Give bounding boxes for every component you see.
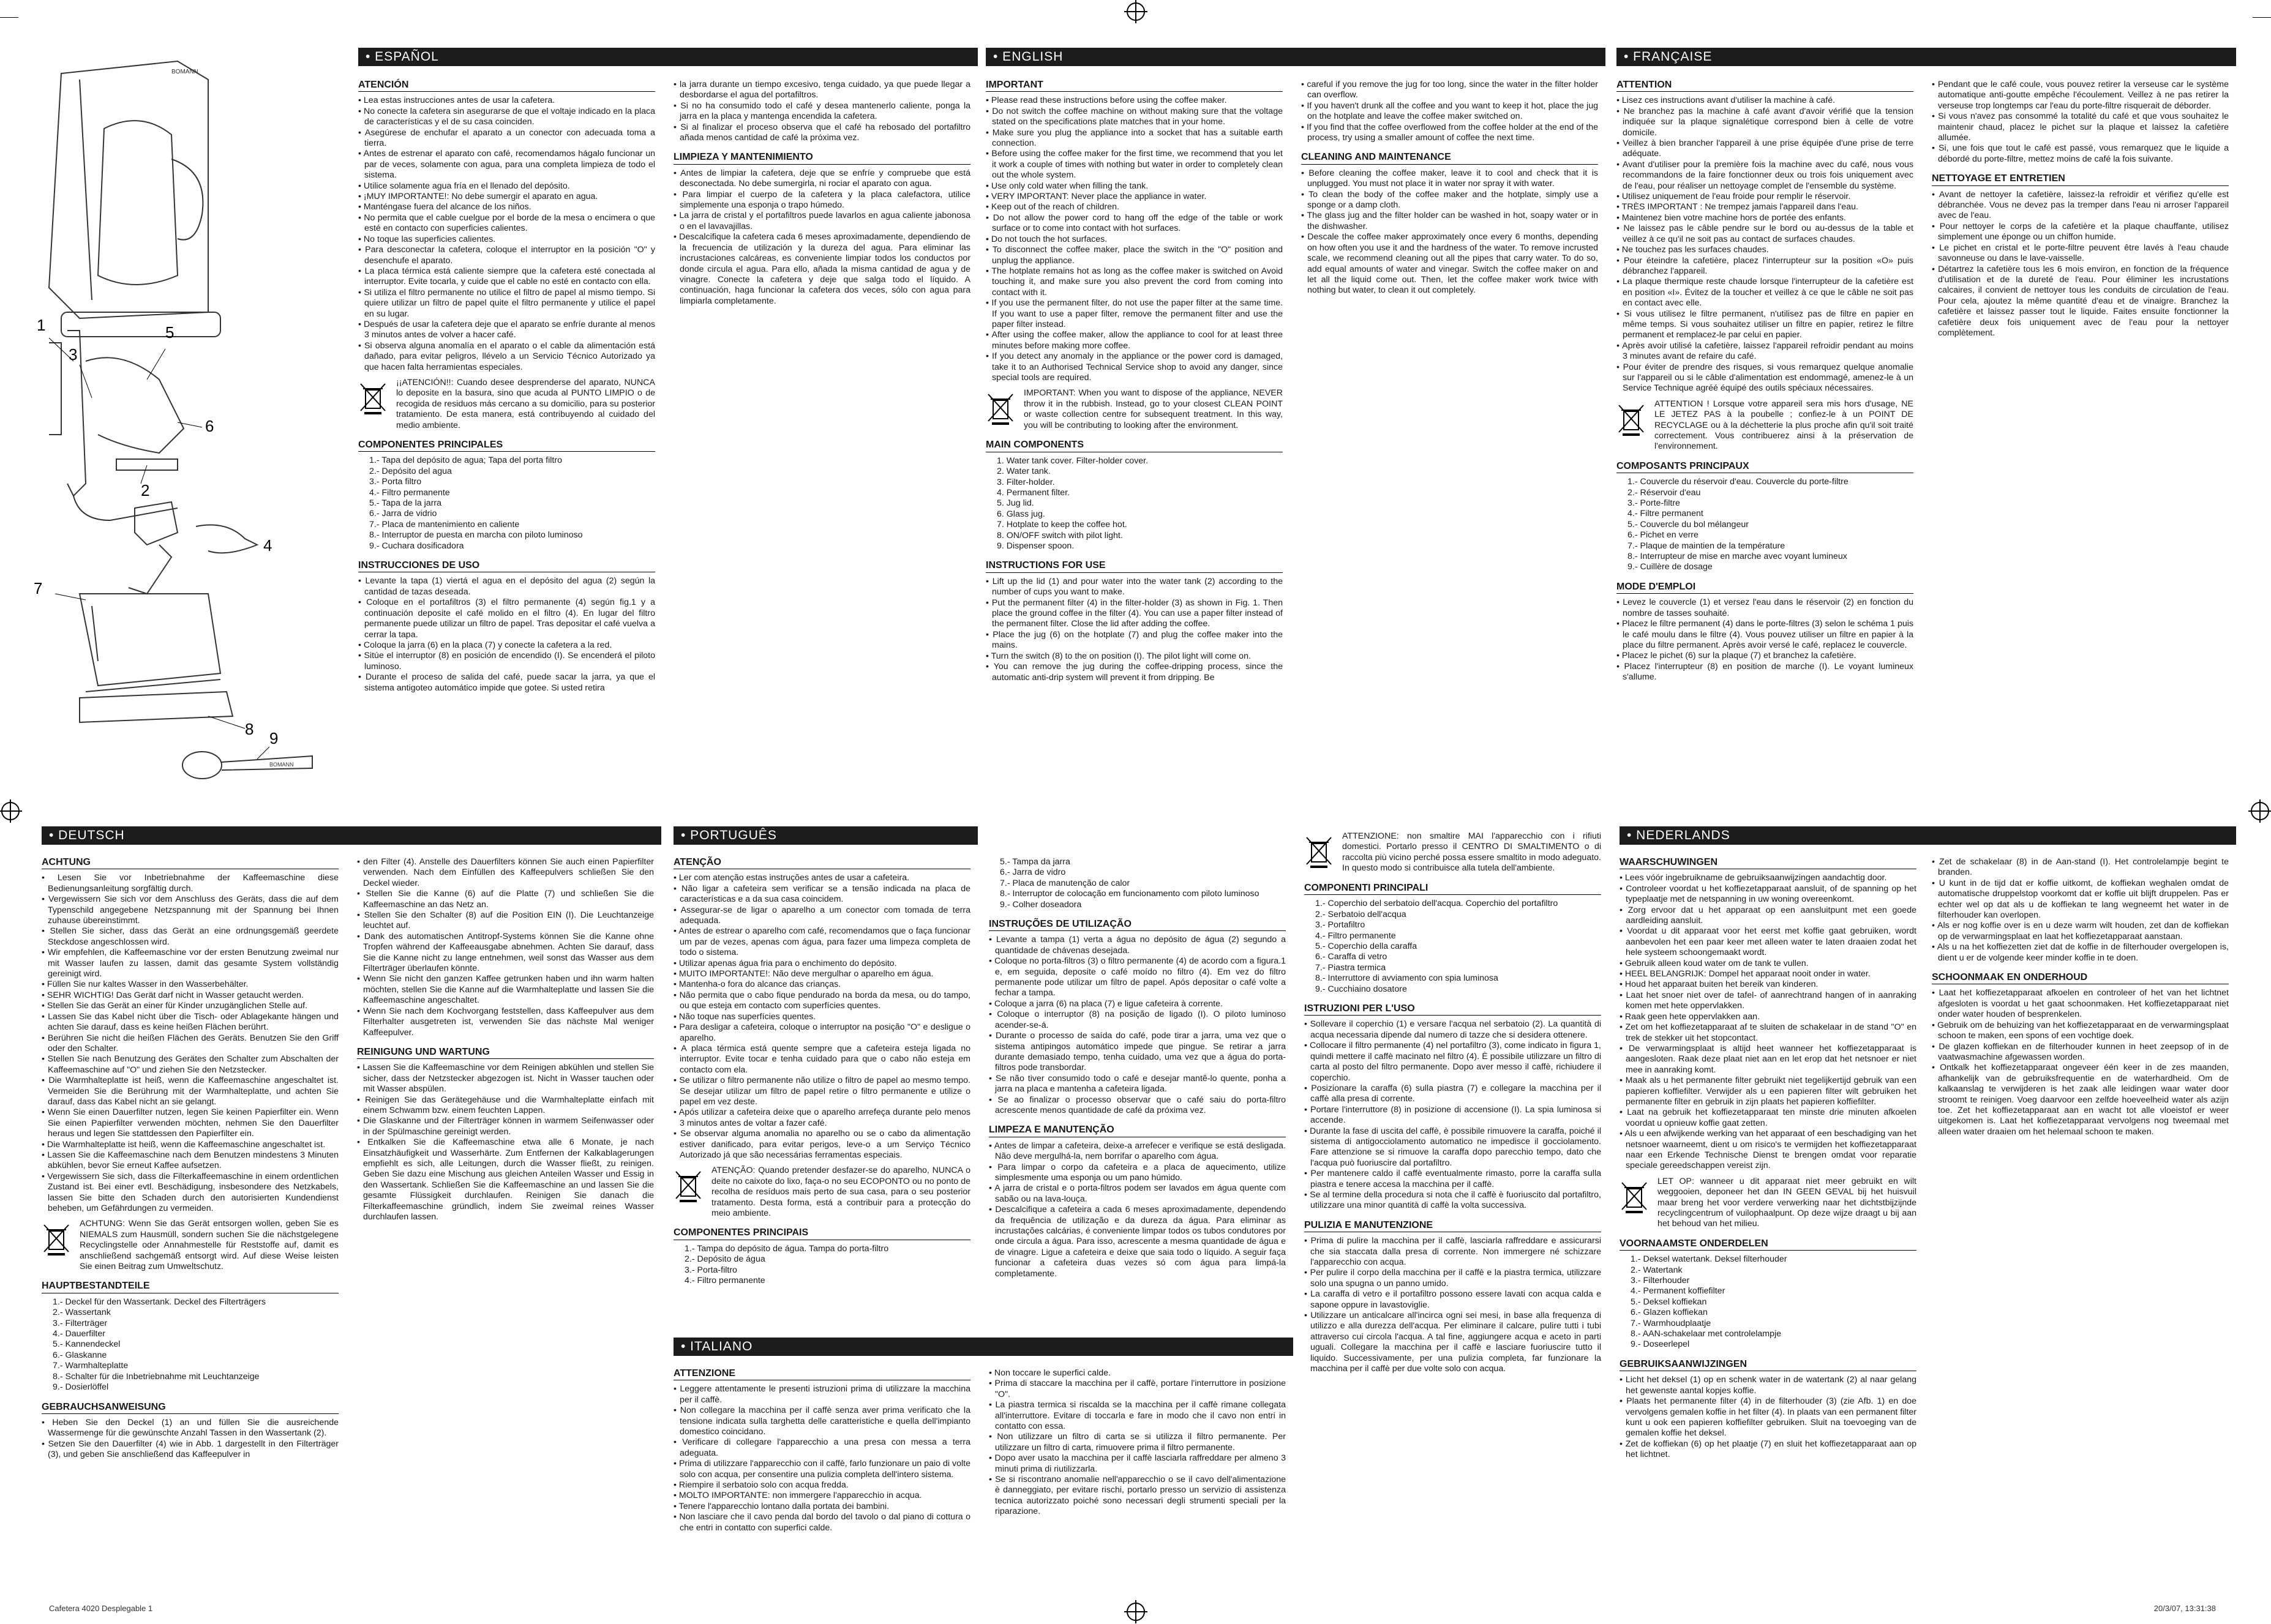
it-usage-heading: ISTRUZIONI PER L'USO — [1304, 1003, 1601, 1016]
es-attention-list: • Lea estas instrucciones antes de usar la cafetera. • No conecte la cafetera sin asegurarse de que el voltaje indicado en la placa de características y el de su casa coinciden. • Asegúrese de enchufar el aparato a un conector con adecuada toma a tierra. • Antes de estrenar el aparato con café, recomendamos hágalo funcionar un par de veces, solamente con agua, para una completa limpieza de todo el sistema. • Utilice solamente agua fría en el llenado del depósito. • ¡MUY IMPORTANTE!: No debe sumergir el aparato en agua. • Manténgase fuera del alcance de los niños. • No permita que el cable cuelgue por el borde de la mesa o encimera o que esté en contacto con superficies calientes. • No toque las superficies calientes. • Para desconectar la cafetera, coloque el interruptor en la posición "O" y desenchufe el aparato. • La placa térmica está caliente siempre que la cafetera esté conectada al interruptor. Evite tocarla, y cuide que el cable no esté en contacto con ella. • Si utiliza el filtro permanente no utilice el filtro de papel al mismo tiempo. Si quiere utilizar un filtro de papel quite el filtro permanente y utilice el papel en su lugar. • Después de usar la cafetera deje que el aparato se enfríe durante al menos 3 minutos antes de volver a hacer café. • Si observa alguna anomalía en el aparato o el cable da alimentación está dañado, para evitar peligros, llévelo a un Servicio Técnico Autorizado ya que hacen falta herramientas especiales. — [358, 95, 655, 373]
svg-text:BOMANN: BOMANN — [269, 761, 294, 768]
coffee-maker-diagram — [24, 55, 331, 808]
de-attention-heading: ACHTUNG — [42, 857, 339, 869]
svg-text:2: 2 — [141, 481, 150, 500]
crossed-bin-icon — [1616, 403, 1646, 436]
nl-warnings-list: • Lees vóór ingebruikname de gebruiksaanwijzingen aandachtig door. • Controleer voordat u het koffiezetapparaat aansluit, of de spanning op het typeplaatje met de netspanning in uw woning overeenkomt. • Zorg ervoor dat u het apparaat op een aansluitpunt met een goede aardleiding aansluit. • Voordat u dit apparaat voor het eerst met koffie gaat gebruiken, wordt aanbevolen het een paar keer met alleen water te laten draaien zodat het hele systeem schoongemaakt wordt. • Gebruik alleen koud water om de tank te vullen. • HEEL BELANGRIJK: Dompel het apparaat nooit onder in water. • Houd het apparaat buiten het bereik van kinderen. • Laat het snoer niet over de tafel- of aanrechtrand hangen of in aanraking komen met hete oppervlakken. • Raak geen hete oppervlakken aan. • Zet om het koffiezetapparaat af te sluiten de schakelaar in de stand "O" en trek de stekker uit het stopcontact. • De verwarmingsplaat is altijd heet wanneer het koffiezetapparaat is aangesloten. Raak deze plaat niet aan en let erop dat het netsnoer er niet mee in aanraking komt. • Maak als u het permanente filter gebruikt niet tegelijkertijd gebruik van een papieren koffiefilter. Verwijder als u een papieren filter wilt gebruiken het permanente filter en gebruik in zijn plaats het papieren koffiefilter. • Laat na gebruik het koffiezetapparaat ten minste drie minuten afkoelen voordat u opnieuw koffie gaat zetten. • Als u een afwijkende werking van het apparaat of een beschadiging van het netsnoer waarneemt, dient u om risico's te vermijden het koffiezetapparaat naar een Erkende Technische Dienst te brengen omdat voor reparatie speciale gereedschappen vereist zijn. — [1620, 873, 1916, 1171]
de-cleaning-list: • Lassen Sie die Kaffeemaschine vor dem Reinigen abkühlen und stellen Sie sicher, dass der Netzstecker abgezogen ist. Nicht in Wasser tauchen oder mit Wasser abspülen. • Reinigen Sie das Gerätegehäuse und die Warmhalteplatte einfach mit einem Schwamm bzw. einem feuchten Lappen. • Die Glaskanne und der Filterträger können in warmem Seifenwasser oder in der Spülmaschine gereinigt werden. • Entkalken Sie die Kaffeemaschine etwa alle 6 Monate, je nach Einsatzhäufigkeit und Wasserhärte. Zum Entfernen der Kalkablagerungen empfiehlt es sich, alle Leitungen, durch die Wasser fließt, zu reinigen. Geben Sie dazu eine Mischung aus gleichen Anteilen Wasser und Essig in den Wassertank. Schließen Sie die Kaffeemaschine an und lassen Sie die gesamte Flüssigkeit durchlaufen. Reinigen Sie danach die Filterkaffeemaschine gründlich, indem Sie zweimal reines Wasser durchlaufen lassen. — [357, 1063, 654, 1222]
svg-text:1: 1 — [37, 316, 46, 334]
print-slug-right: 20/3/07, 13:31:38 — [2153, 1604, 2216, 1613]
nl-usage-heading: GEBRUIKSAANWIJZINGEN — [1620, 1359, 1916, 1371]
crossed-bin-icon — [42, 1222, 71, 1255]
fr-cleaning-heading: NETTOYAGE ET ENTRETIEN — [1932, 173, 2229, 185]
pt-attention-list: • Ler com atenção estas instruções antes de usar a cafeteira. • Não ligar a cafeteira sem verificar se a tensão indicada na placa de características e a da sua casa coincidem. • Assegurar-se de ligar o aparelho a um conector com tomada de terra adequada. • Antes de estrear o aparelho com café, recomendamos que o faça funcionar um par de vezes, apenas com água, para fazer uma limpeza completa de todo o sistema. • Utilizar apenas água fria para o enchimento do depósito. • MUITO IMPORTANTE!: Não deve mergulhar o aparelho em água. • Mantenha-o fora do alcance das crianças. • Não permita que o cabo fique pendurado na borda da mesa, ou do tampo, ou que esteja em contacto com superfícies quentes. • Não toque nas superfícies quentes. • Para desligar a cafeteira, coloque o interruptor na posição "O" e desligue o aparelho. • A placa térmica está quente sempre que a cafeteira esteja ligada no interruptor. Evite tocar e tenha cuidado para que o cabo não esteja em contacto com ela. • Se utilizar o filtro permanente não utilize o filtro de papel ao mesmo tempo. Se desejar utilizar um filtro de papel retire o filtro permanente e utilize o papel em vez deste. • Após utilizar a cafeteira deixe que o aparelho arrefeça durante pelo menos 3 minutos antes de voltar a fazer café. • Se observar alguma anomalia no aparelho ou se o cabo da alimentação estiver danificado, para evitar perigos, leve-o a um Serviço Técnico Autorizado já que são necessárias ferramentas especiais. — [674, 873, 970, 1161]
de-attention-list: • Lesen Sie vor Inbetriebnahme der Kaffeemaschine diese Bedienungsanleitung sorgfältig durch. • Vergewissern Sie sich vor dem Anschluss des Geräts, dass die auf dem Typenschild angegebene Netzspannung mit der Spannung bei Ihnen zuhause übereinstimmt. • Stellen Sie sicher, dass das Gerät an eine ordnungsgemäß geerdete Steckdose angeschlossen wird. • Wir empfehlen, die Kaffeemaschine vor der ersten Benutzung zweimal nur mit Wasser laufen zu lassen, damit das gesamte System vollständig gereinigt wird. • Füllen Sie nur kaltes Wasser in den Wasserbehälter. • SEHR WICHTIG! Das Gerät darf nicht in Wasser getaucht werden. • Stellen Sie das Gerät an einer für Kinder unzugänglichen Stelle auf. • Lassen Sie das Kabel nicht über die Tisch- oder Ablagekante hängen und achten Sie darauf, dass es keine heißen Flächen berührt. • Berühren Sie nicht die heißen Flächen des Geräts. Benutzen Sie den Griff oder den Schalter. • Stellen Sie nach Benutzung des Gerätes den Schalter zum Abschalten der Kaffeemaschine auf "O" und ziehen Sie den Netzstecker. • Die Warmhalteplatte ist heiß, wenn die Kaffeemaschine angeschaltet ist. Vermeiden Sie die Berührung mit der Warmhalteplatte, und achten Sie darauf, dass das Kabel nicht an sie gelangt. • Wenn Sie einen Dauerfilter nutzen, legen Sie keinen Papierfilter ein. Wenn Sie einen Papierfilter verwenden möchten, nehmen Sie den Dauerfilter heraus und legen Sie stattdessen den Papierfilter ein. • Die Warmhalteplatte ist heiß, wenn die Kaffeemaschine angeschaltet ist. • Lassen Sie die Kaffeemaschine nach dem Benutzen mindestens 3 Minuten abkühlen, bevor Sie erneut Kaffee aufsetzen. • Vergewissern Sie sich, dass die Filterkaffeemaschine in einem ordentlichen Zustand ist. Bei einer evtl. Beschädigung, insbesondere des Netzkabels, lassen Sie bitte den Schaden durch den autorisierten Kundendienst beheben, um Gefährdungen zu vermeiden. — [42, 873, 339, 1214]
fr-usage-list: • Levez le couvercle (1) et versez l'eau dans le réservoir (2) en fonction du nombre de tasses souhaité. • Placez le filtre permanent (4) dans le porte-filtres (3) selon le schéma 1 puis le café moulu dans le filtre (4). Vous pouvez utiliser un filtre en papier à la place du filtre permanent. Après avoir versé le café, replacez le couvercle. • Placez le pichet (6) sur la plaque (7) et branchez la cafetière. • Placez l'interrupteur (8) en position de marche (I). Le voyant lumineux s'allume. — [1616, 597, 1913, 683]
it-components-heading: COMPONENTI PRINCIPALI — [1304, 883, 1601, 895]
de-cleaning-heading: REINIGUNG UND WARTUNG — [357, 1047, 654, 1059]
fr-recycle-warning: ATTENTION ! Lorsque votre appareil sera mis hors d'usage, NE LE JETEZ PAS à la poubelle ; confiez-le à un POINT DE RECYCLAGE ou à la déchetterie la plus proche afin qu'il soit traité correctement. Vous contribuerez ainsi à la préservation de l'environnement. — [1616, 399, 1913, 452]
registration-mark — [1127, 1603, 1145, 1621]
nl-recycle-warning: LET OP: wanneer u dit apparaat niet meer gebruikt en wilt weggooien, deponeer het dan IN GEEN GEVAL bij het huisvuil maar breng het voor verdere verwerking naar het dichtstbijzijnde recyclingcentrum of vuilophaalpunt. Op deze wijze draagt u bij aan het behoud van het milieu. — [1620, 1177, 1916, 1230]
it-attention-heading: ATTENZIONE — [674, 1368, 970, 1380]
es-attention-heading: ATENCIÓN — [358, 80, 655, 92]
svg-text:6: 6 — [205, 417, 214, 435]
it-recycle-warning: ATTENZIONE: non smaltire MAI l'apparecchio con i rifiuti domestici. Portarlo presso il CENTRO DI SMALTIMENTO o di raccolta più vicino perché possa essere smaltito in modo adeguato. In questo modo si contribuisce alla tutela dell'ambiente. — [1304, 831, 1601, 874]
es-usage-heading: INSTRUCCIONES DE USO — [358, 560, 655, 572]
fr-usage-continued: • Pendant que le café coule, vous pouvez retirer la verseuse car le système automatique anti-goutte empêche l'écoulement. Veillez à ne pas retirer la verseuse trop longtemps car l'eau du porte-filtre risquerait de déborder. • Si vous n'avez pas consommé la totalité du café et que vous souhaitez le maintenir chaud, placez le pichet sur la plaque et laissez la cafetière allumée. • Si, une fois que tout le café est passé, vous remarquez que le liquide a débordé du porte-filtre, mettez moins de café la fois suivante. — [1932, 80, 2229, 165]
nl-cleaning-heading: SCHOONMAAK EN ONDERHOUD — [1932, 972, 2229, 984]
en-cleaning-heading: CLEANING AND MAINTENANCE — [1301, 152, 1598, 164]
section-band-it: • ITALIANO — [674, 1338, 1293, 1356]
fr-components-list: 1.- Couvercle du réservoir d'eau. Couvercle du porte-filtre 2.- Réservoir d'eau 3.- Porte-filtre 4.- Filtre permanent 5.- Couvercle du bol mélangeur 6.- Pichet en verre 7.- Plaque de maintien de la température 8.- Interrupteur de mise en marche avec voyant lumineux 9.- Cuillère de dosage — [1627, 477, 1849, 572]
pt-usage-list: • Levante a tampa (1) verta a água no depósito de água (2) segundo a quantidade de chávenas desejada. • Coloque no porta-filtros (3) o filtro permanente (4) de acordo com a figura.1 e, em seguida, deposite o café moído no filtro (4). Em vez do filtro permanente pode utilizar um filtro de papel. Após depositar o café volte a fechar a tampa. • Coloque a jarra (6) na placa (7) e ligue cafeteira à corrente. • Coloque o interruptor (8) na posição de ligado (I). O piloto luminoso acender-se-á. • Durante o processo de saída do café, pode tirar a jarra, uma vez que o sistema antipingos automático impede que pingue. Se retirar a jarra durante demasiado tempo, tenha cuidado, uma vez que a água do porta-filtros pode transbordar. • Se não tiver consumido todo o café e desejar mantê-lo quente, ponha a jarra na placa e mantenha a cafeteira ligada. • Se ao finalizar o processo observar que o café saiu do porta-filtro acrescente menos quantidade de café da próxima vez. — [989, 935, 1286, 1116]
de-usage-list: • Heben Sie den Deckel (1) an und füllen Sie die ausreichende Wassermenge für die gewünschte Anzahl Tassen in den Wassertank (2). • Setzen Sie den Dauerfilter (4) wie in Abb. 1 dargestellt in den Filterträger (3), und geben Sie anschließend das Kaffeepulver in — [42, 1418, 339, 1461]
nl-usage-continued: • Zet de schakelaar (8) in de Aan-stand (I). Het controlelampje begint te branden. • U kunt in de tijd dat er koffie uitkomt, de koffiekan weghalen omdat de automatische druppelstop voorkomt dat er koffie uit blijft druppelen. Pas er echter wel op dat als u de koffiekan te lang wegneemt het water in de filterhouder kan overlopen. • Als er nog koffie over is en u deze warm wilt houden, zet dan de koffiekan op de verwarmingsplaat en laat het koffiezetapparaat aanstaan. • Als u na het koffiezetten ziet dat de koffie in de filterhouder overgelopen is, dient u er de volgende keer minder koffie in te doen. — [1932, 857, 2229, 964]
de-column-1 — [42, 857, 339, 1461]
crop-mark — [0, 17, 18, 18]
it-column-2 — [989, 1368, 1286, 1517]
svg-text:4: 4 — [263, 536, 272, 555]
registration-mark — [1, 802, 20, 820]
es-components-heading: COMPONENTES PRINCIPALES — [358, 440, 655, 452]
es-column-1 — [358, 80, 655, 694]
pt-cleaning-heading: LIMPEZA E MANUTENÇÃO — [989, 1124, 1286, 1137]
es-column-2 — [674, 80, 970, 307]
nl-column-1 — [1620, 857, 1916, 1461]
it-column-1 — [674, 1368, 970, 1533]
it-components-list: 1.- Coperchio del serbatoio dell'acqua. Coperchio del portafiltro 2.- Serbatoio dell'acqua 3.- Portafiltro 4.- Filtro permanente 5.- Coperchio della caraffa 6.- Caraffa di vetro 7.- Piastra termica 8.- Interruttore di avviamento con spia luminosa 9.- Cucchiaino dosatore — [1315, 899, 1558, 994]
en-column-2 — [1301, 80, 1598, 296]
es-recycle-warning: ¡¡ATENCIÓN!!: Cuando desee desprenderse del aparato, NUNCA lo deposite en la basura, sino que acuda al PUNTO LIMPIO o de recogida de residuos más cercano a su domicilio, para su posterior tratamiento. De esta manera, está contribuyendo al cuidado del medio ambiente. — [358, 378, 655, 431]
de-recycle-warning: ACHTUNG: Wenn Sie das Gerät entsorgen wollen, geben Sie es NIEMALS zum Hausmüll, sondern suchen Sie die nächstgelegene Recyclingstelle oder Annahmestelle für Reststoffe auf, damit es anschließend sachgemäß entsorgt wird. Auf diese Weise leisten Sie einen Beitrag zum Umweltschutz. — [42, 1219, 339, 1272]
pt-components-list: 1.- Tampa do depósito de água. Tampa do porta-filtro 2.- Depósito de água 3.- Porta-filtro 4.- Filtro permanente — [685, 1243, 889, 1286]
es-usage-continued: • la jarra durante un tiempo excesivo, tenga cuidado, ya que puede llegar a desbordarse el agua del portafiltros. • Si no ha consumido todo el café y desea mantenerlo caliente, ponga la jarra en la placa y mantenga encendida la cafetera. • Si al finalizar el proceso observa que el café ha rebosado del portafiltro añada menos cantidad de café la próxima vez. — [674, 80, 970, 143]
es-components-list: 1.- Tapa del depósito de agua; Tapa del porta filtro 2.- Depósito del agua 3.- Porta filtro 4.- Filtro permanente 5.- Tapa de la jarra 6.- Jarra de vidrio 7.- Placa de mantenimiento en caliente 8.- Interruptor de puesta en marcha con piloto luminoso 9.- Cuchara dosificadora — [369, 455, 583, 551]
nl-warnings-heading: WAARSCHUWINGEN — [1620, 857, 1916, 869]
section-band-nl: • NEDERLANDS — [1620, 826, 2236, 845]
en-components-heading: MAIN COMPONENTS — [986, 440, 1283, 452]
en-cleaning-list: • Before cleaning the coffee maker, leave it to cool and check that it is unplugged. You must not place it in water nor spray it with water. • To clean the body of the coffee maker and the hotplate, simply use a sponge or a damp cloth. • The glass jug and the filter holder can be washed in hot, soapy water or in the dishwasher. • Descale the coffee maker approximately once every 6 months, depending on how often you use it and the hardness of the water. To remove incrusted scale, we recommend cleaning out all the pipes that carry water. To do so, add equal amounts of water and vinegar. Switch the coffee maker on and let all the liquid come out. Then, let the coffee maker work twice with nothing but water, to clean it out completely. — [1301, 168, 1598, 296]
en-important-heading: IMPORTANT — [986, 80, 1283, 92]
registration-mark — [2251, 802, 2269, 820]
es-cleaning-list: • Antes de limpiar la cafetera, deje que se enfríe y compruebe que está desconectada. No debe sumergirla, ni rociar el aparato con agua. • Para limpiar el cuerpo de la cafetera y la placa calefactora, utilice simplemente una esponja o trapo húmedo. • La jarra de cristal y el portafiltros puede lavarlos en agua caliente jabonosa o en el lavavajillas. • Descalcifique la cafetera cada 6 meses aproximadamente, dependiendo de la frecuencia de utilización y la dureza del agua. Para eliminar las incrustaciones calcáreas, es conveniente limpiar todos los conductos por donde circula el agua. Para ello, añada la misma cantidad de agua y de vinagre. Conecte la cafetera y deje que salga todo el líquido. A continuación, haga funcionar la cafetera dos veces, sólo con agua para limpiarla completamente. — [674, 168, 970, 307]
pt-column-2 — [989, 857, 1286, 1279]
nl-components-heading: VOORNAAMSTE ONDERDELEN — [1620, 1238, 1916, 1251]
en-usage-heading: INSTRUCTIONS FOR USE — [986, 560, 1283, 572]
pt-column-1 — [674, 857, 970, 1286]
it-attention-continued: • Non toccare le superfici calde. • Prima di staccare la macchina per il caffè, portare l'interruttore in posizione "O". • La piastra termica si riscalda se la macchina per il caffè rimane collegata all'interruttore. Evitare di toccarla e fare in modo che il cavo non entri in contatto con essa. • Non utilizzare un filtro di carta se si utilizza il filtro permanente. Per utilizzare un filtro di carta, rimuovere prima il filtro permanente. • Dopo aver usato la macchina per il caffè lasciarla raffreddare per almeno 3 minuti prima di riutilizzarla. • Se si riscontrano anomalie nell'apparecchio o se il cavo dell'alimentazione è danneggiato, per evitare rischi, portarlo presso un servizio di assistenza tecnica autorizzato poiché sono necessari degli strumenti speciali per la riparazione. — [989, 1368, 1286, 1517]
pt-components-heading: COMPONENTES PRINCIPAIS — [674, 1227, 970, 1240]
section-band-fr: • FRANÇAISE — [1616, 48, 2236, 66]
svg-text:BOMANN: BOMANN — [171, 69, 198, 75]
pt-components-list-continued: 5.- Tampa da jarra 6.- Jarra de vidro 7.- Placa de manutenção de calor 8.- Interruptor de colocação em funcionamento com piloto luminoso 9.- Colher doseadora — [1000, 857, 1259, 910]
crossed-bin-icon — [674, 1169, 703, 1202]
en-important-list: • Please read these instructions before using the coffee maker. • Do not switch the coffee machine on without making sure that the voltage stated on the specifications plate matches that in your home. • Make sure you plug the appliance into a socket that has a suitable earth connection. • Before using the coffee maker for the first time, we recommend that you let it work a couple of times with nothing but water in order to completely clean out the whole system. • Use only cold water when filling the tank. • VERY IMPORTANT: Never place the appliance in water. • Keep out of the reach of children. • Do not allow the power cord to hang off the edge of the table or work surface or to come into contact with hot surfaces. • Do not touch the hot surfaces. • To disconnect the coffee maker, place the switch in the "O" position and unplug the appliance. • The hotplate remains hot as long as the coffee maker is switched on Avoid touching it, and make sure you also prevent the cord from coming into contact with it. • If you use the permanent filter, do not use the paper filter at the same time. If you want to use a paper filter, remove the permanent filter and use the paper filter instead. • After using the coffee maker, allow the appliance to cool for at least three minutes before making more coffee. • If you detect any anomaly in the appliance or the power cord is damaged, take it to an Authorised Technical Service shop to avoid any danger, since special tools are required. — [986, 95, 1283, 383]
svg-text:5: 5 — [165, 323, 175, 342]
fr-column-2 — [1932, 80, 2229, 339]
section-band-en: • ENGLISH — [986, 48, 1605, 66]
print-slug-left: Cafetera 4020 Desplegable 1 — [49, 1604, 153, 1613]
en-components-list: 1. Water tank cover. Filter-holder cover. 2. Water tank. 3. Filter-holder. 4. Permanent filter. 5. Jug lid. 6. Glass jug. 7. Hotplate to keep the coffee hot. 8. ON/OFF switch with pilot light. 9. Dispenser spoon. — [997, 455, 1149, 552]
es-cleaning-heading: LIMPIEZA Y MANTENIMIENTO — [674, 152, 970, 164]
fr-attention-heading: ATTENTION — [1616, 80, 1913, 92]
pt-usage-heading: INSTRUÇÕES DE UTILIZAÇÃO — [989, 919, 1286, 931]
pt-cleaning-list: • Antes de limpar a cafeteira, deixe-a arrefecer e verifique se está desligada. Não deve mergulhá-la, nem borrifar o aparelho com água. • Para limpar o corpo da cafeteira e a placa de aquecimento, utilize simplesmente uma esponja ou um pano húmido. • A jarra de cristal e o porta-filtros podem ser lavados em água quente com sabão ou na lava-louça. • Descalcifique a cafeteira a cada 6 meses aproximadamente, dependendo da frequência de utilização e da dureza da água. Para eliminar as incrustações calcárias, é conveniente limpar todos os tubos condutores por onde circula a água. Para isso, acrescente a mesma quantidade de água e de vinagre. Ligue a cafeteira e deixe que saia todo o líquido. A seguir faça funcionar a cafeteira duas vezes só com água para limpá-la completamente. — [989, 1141, 1286, 1279]
de-components-heading: HAUPTBESTANDTEILE — [42, 1281, 339, 1293]
en-usage-continued: • careful if you remove the jug for too long, since the water in the filter holder can overflow. • If you haven't drunk all the coffee and you want to keep it hot, place the jug on the hotplate and leave the coffee maker switched on. • If you find that the coffee overflowed from the coffee holder at the end of the process, try using a smaller amount of coffee the next time. — [1301, 80, 1598, 143]
pt-attention-heading: ATENÇÃO — [674, 857, 970, 869]
section-band-de: • DEUTSCH — [42, 826, 661, 845]
fr-usage-heading: MODE D'EMPLOI — [1616, 582, 1913, 594]
section-band-pt: • PORTUGUÊS — [674, 826, 978, 845]
crossed-bin-icon — [986, 392, 1015, 425]
es-usage-list: • Levante la tapa (1) viertá el agua en el depósito del agua (2) según la cantidad de tazas deseada. • Coloque en el portafiltros (3) el filtro permanente (4) según fig.1 y a continuación deposite el café molido en el filtro (4). En lugar del filtro permanente puede utilizar un filtro de papel. Tras depositar el café vuelva a cerrar la tapa. • Coloque la jarra (6) en la placa (7) y conecte la cafetera a la red. • Sitúe el interruptor (8) en posición de encendido (I). Se encenderá el piloto luminoso. • Durante el proceso de salida del café, puede sacar la jarra, ya que el sistema antigoteo automático impide que gotee. Si usted retira — [358, 576, 655, 693]
nl-column-2 — [1932, 857, 2229, 1137]
pt-recycle-warning: ATENÇÃO: Quando pretender desfazer-se do aparelho, NUNCA o deite no caixote do lixo, faça-o no seu ECOPONTO ou no ponto de recolha de resíduos mais perto de sua casa, para o seu posterior tratamento. Desta forma, está a contribuir para a protecção do meio ambiente. — [674, 1166, 970, 1219]
svg-text:8: 8 — [245, 720, 254, 738]
en-usage-list: • Lift up the lid (1) and pour water into the water tank (2) according to the number of cups you want to make. • Put the permanent filter (4) in the filter-holder (3) as shown in Fig. 1. Then place the ground coffee in the filter (4). You can use a paper filter instead of the permanent filter. Close the lid after adding the coffee. • Place the jug (6) on the hotplate (7) and plug the coffee maker into the mains. • Turn the switch (8) to the on position (I). The pilot light will come on. • You can remove the jug during the coffee-dripping process, since the automatic anti-drip system will prevent it from dripping. Be — [986, 577, 1283, 683]
fr-column-1 — [1616, 80, 1913, 683]
nl-cleaning-list: • Laat het koffiezetapparaat afkoelen en controleer of het van het lichtnet afgesloten is voordat u het gaat schoonmaken. Het koffiezetapparaat niet onder water houden of besprenkelen. • Gebruik om de behuizing van het koffiezetapparaat en de verwarmingsplaat schoon te maken, een spons of een vochtige doek. • De glazen koffiekan en de filterhouder kunnen in heet zeepsop of in de vaatwasmachine afgewassen worden. • Ontkalk het koffiezetapparaat ongeveer één keer in de zes maanden, afhankelijk van de gebruiksfrequentie en de waterhardheid. Om de kalkaanslag te verwijderen is het zaak alle leidingen waar water door stroomt te reinigen. Voeg daarvoor een zelfde hoeveelheid water als azijn toe. Zet het koffiezetapparaat aan en wacht tot alle vloeistof er weer uitgekomen is. Laat het koffiezetapparaat vervolgens nog tweemaal met alleen water draaien om het helemaal schoon te maken. — [1932, 988, 2229, 1137]
crop-mark — [2253, 17, 2271, 18]
crossed-bin-icon — [1304, 835, 1334, 868]
de-usage-heading: GEBRAUCHSANWEISUNG — [42, 1402, 339, 1414]
it-cleaning-heading: PULIZIA E MANUTENZIONE — [1304, 1220, 1601, 1232]
fr-components-heading: COMPOSANTS PRINCIPAUX — [1616, 461, 1913, 473]
fr-attention-list: • Lisez ces instructions avant d'utiliser la machine à café. • Ne branchez pas la machine à café avant d'avoir vérifié que la tension indiquée sur la plaque signalétique correspond bien à celle de votre domicile. • Veillez à bien brancher l'appareil à une prise équipée d'une prise de terre adéquate. • Avant d'utiliser pour la première fois la machine avec du café, nous vous recommandons de la faire fonctionner deux ou trois fois uniquement avec de l'eau, pour réaliser un nettoyage complet de l'ensemble du système. • Utilisez uniquement de l'eau froide pour remplir le réservoir. • TRÈS IMPORTANT : Ne trempez jamais l'appareil dans l'eau. • Maintenez bien votre machine hors de portée des enfants. • Ne laissez pas le câble pendre sur le bord ou au-dessus de la table et veillez à ce qu'il ne soit pas au contact de surfaces chaudes. • Ne touchez pas les surfaces chaudes. • Pour éteindre la cafetière, placez l'interrupteur sur la position «O» puis débranchez l'appareil. • La plaque thermique reste chaude lorsque l'interrupteur de la cafetière est en position «I». Évitez de la toucher et veillez à ce que le câble ne soit pas en contact avec elle. • Si vous utilisez le filtre permanent, n'utilisez pas de filtre en papier en même temps. Si vous souhaitez utiliser un filtre en papier, retirez le filtre permanent et remplacez-le par celui en papier. • Après avoir utilisé la cafetière, laissez l'appareil refroidir pendant au moins 3 minutes avant de refaire du café. • Pour éviter de prendre des risques, si vous remarquez quelque anomalie sur l'appareil ou si le câble d'alimentation est endommagé, amenez-le à un Service Technique agréé équipé des outils spéciaux nécessaires. — [1616, 95, 1913, 394]
en-recycle-warning: IMPORTANT: When you want to dispose of the appliance, NEVER throw it in the rubbish. Instead, go to your closest CLEAN POINT or waste collection centre for subsequent treatment. In this way, you will be contributing to looking after the environment. — [986, 388, 1283, 431]
de-usage-continued: • den Filter (4). Anstelle des Dauerfilters können Sie auch einen Papierfilter verwenden. Nach dem Einfüllen des Kaffeepulvers schließen Sie den Deckel wieder. • Stellen Sie die Kanne (6) auf die Platte (7) und schließen Sie die Kaffeemaschine an das Netz an. • Stellen Sie den Schalter (8) auf die Position EIN (I). Die Leuchtanzeige leuchtet auf. • Dank des automatischen Antitropf-Systems können Sie die Kanne ohne Tropfen während der Kaffeeausgabe abnehmen. Achten Sie darauf, dass Sie die Kanne nicht zu lange entnehmen, weil sonst das Wasser aus dem Filterträger überlaufen könnte. • Wenn Sie nicht den ganzen Kaffee getrunken haben und ihn warm halten möchten, stellen Sie die Kanne auf die Warmhalteplatte und lassen Sie die Kaffeemaschine angeschaltet. • Wenn Sie nach dem Kochvorgang feststellen, dass Kaffeepulver aus dem Filterhalter ausgetreten ist, verwenden Sie das nächste Mal weniger Kaffeepulver. — [357, 857, 654, 1038]
svg-text:9: 9 — [269, 729, 279, 747]
nl-usage-list: • Licht het deksel (1) op en schenk water in de watertank (2) al naar gelang het gewenste aantal kopjes koffie. • Plaats het permanente filter (4) in de filterhouder (3) (zie Afb. 1) en doe vervolgens gemalen koffie in het filter (4). In plaats van een permanent filter kunt u ook een papieren koffiefilter gebruiken. Sluit na toevoeging van de gemalen koffie het deksel. • Zet de koffiekan (6) op het plaatje (7) en sluit het koffiezetapparaat aan op het lichtnet. — [1620, 1375, 1916, 1460]
svg-text:3: 3 — [69, 345, 78, 364]
crossed-bin-icon — [1620, 1180, 1649, 1213]
nl-components-list: 1.- Deksel watertank. Deksel filterhouder 2.- Watertank 3.- Filterhouder 4.- Permanent koffiefilter 5.- Deksel koffiekan 6.- Glazen koffiekan 7.- Warmhoudplaatje 8.- AAN-schakelaar met controlelampje 9.- Doseerlepel — [1631, 1254, 1787, 1350]
it-usage-list: • Sollevare il coperchio (1) e versare l'acqua nel serbatoio (2). La quantità di acqua necessaria dipende dal numero di tazze che si desidera ottenere. • Collocare il filtro permanente (4) nel portafiltro (3), come indicato in figura 1, quindi mettere il caffè macinato nel filtro (4). È possibile utilizzare un filtro di carta al posto del filtro permanente. Dopo aver messo il caffè, richiudere il coperchio. • Posizionare la caraffa (6) sulla piastra (7) e collegare la macchina per il caffè alla presa di corrente. • Portare l'interruttore (8) in posizione di accensione (I). La spia luminosa si accende. • Durante la fase di uscita del caffè, è possibile rimuovere la caraffa, poiché il sistema di antigocciolamento automatico ne impedisce il gocciolamento. Fare attenzione se si rimuove la caraffa dopo parecchio tempo, dato che l'acqua può fuoriuscire dal portafiltro. • Per mantenere caldo il caffè eventualmente rimasto, porre la caraffa sulla piastra e tenere accesa la macchina per il caffè. • Se al termine della procedura si nota che il caffè è fuoriuscito dal portafiltro, utilizzare una minor quantità di caffè la volta successiva. — [1304, 1019, 1601, 1211]
it-attention-list: • Leggere attentamente le presenti istruzioni prima di utilizzare la macchina per il caffè. • Non collegare la macchina per il caffè senza aver prima verificato che la tensione indicata sulla targhetta delle caratteristiche e quella dell'impianto domestico coincidano. • Verificare di collegare l'apparecchio a una presa con messa a terra adeguata. • Prima di utilizzare l'apparecchio con il caffè, farlo funzionare un paio di volte solo con acqua, per consentire una pulizia completa dell'intero sistema. • Riempire il serbatoio solo con acqua fredda. • MOLTO IMPORTANTE: non immergere l'apparecchio in acqua. • Tenere l'apparecchio lontano dalla portata dei bambini. • Non lasciare che il cavo penda dal bordo del tavolo o dal piano di cottura o che entri in contatto con superfici calde. — [674, 1384, 970, 1533]
it-cleaning-list: • Prima di pulire la macchina per il caffè, lasciarla raffreddare e assicurarsi che sia staccata dalla presa di corrente. Non immergere né schizzare l'apparecchio con acqua. • Per pulire il corpo della macchina per il caffè e la piastra termica, utilizzare solo una spugna o un panno umido. • La caraffa di vetro e il portafiltro possono essere lavati con acqua calda e sapone oppure in lavastoviglie. • Utilizzare un anticalcare all'incirca ogni sei mesi, in base alla frequenza di utilizzo e alla durezza dell'acqua. Per eliminare il calcare, pulire tutti i tubi attraverso cui circola l'acqua. A tal fine, aggiungere acqua e aceto in parti uguali. Collegare la macchina per il caffè e lasciare fuoriuscire tutto il liquido. Successivamente, per una pulizia completa, far funzionare la macchina per il caffè per due volte solo con acqua. — [1304, 1236, 1601, 1374]
it-column-3 — [1304, 826, 1601, 1374]
en-column-1 — [986, 80, 1283, 683]
de-column-2 — [357, 857, 654, 1222]
crossed-bin-icon — [358, 381, 388, 414]
section-band-es: • ESPAÑOL — [358, 48, 978, 66]
registration-mark — [1127, 2, 1145, 21]
de-components-list: 1.- Deckel für den Wassertank. Deckel des Filterträgers 2.- Wassertank 3.- Filterträger 4.- Dauerfilter 5.- Kannendeckel 6.- Glaskanne 7.- Warmhalteplatte 8.- Schalter für die Inbetriebnahme mit Leuchtanzeige 9.- Dosierlöffel — [53, 1297, 266, 1393]
svg-text:7: 7 — [34, 579, 43, 597]
fr-cleaning-list: • Avant de nettoyer la cafetière, laissez-la refroidir et vérifiez qu'elle est débranchée. Vous ne devez pas la tremper dans l'eau ni arroser l'appareil avec de l'eau. • Pour nettoyer le corps de la cafetière et la plaque chauffante, utilisez simplement une éponge ou un chiffon humide. • Le pichet en cristal et le porte-filtre peuvent être lavés à l'eau chaude savonneuse ou dans le lave-vaisselle. • Détartrez la cafetière tous les 6 mois environ, en fonction de la fréquence d'utilisation et de la dureté de l'eau. Pour éliminer les incrustations calcaires, il convient de nettoyer tous les conduits de circulation de l'eau. Pour cela, ajoutez la même quantité d'eau et de vinaigre. Branchez la cafetière et laissez passer tout le liquide. Faites ensuite fonctionner la cafetière deux fois uniquement avec de l'eau pour la nettoyer complètement. — [1932, 190, 2229, 339]
